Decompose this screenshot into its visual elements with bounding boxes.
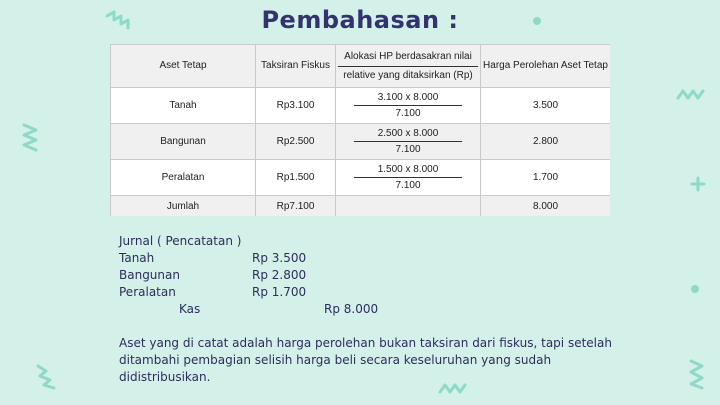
cell-fiscal: Rp1.500 [256,160,336,196]
plus-decoration-right [690,176,706,192]
journal-account: Kas [179,302,201,316]
fixed-asset-table [110,44,610,216]
slide-title: Pembahasan : [261,6,459,34]
cell-cost: 1.700 [481,160,611,196]
dot-decoration-right [690,284,700,294]
allocation-numerator: 2.500 x 8.000 [354,128,462,143]
header-acquisition-cost: Harga Perolehan Aset Tetap [481,45,611,88]
allocation-denominator: 7.100 [395,108,421,119]
squiggle-decoration-bottom-right [686,358,708,390]
cell-fiscal: Rp2.500 [256,124,336,160]
cell-cost: 2.800 [481,124,611,160]
table-total-row [111,196,611,217]
squiggle-decoration-left [18,122,42,152]
cell-allocation [336,88,481,124]
explanation-text: Aset yang di catat adalah harga perolehan bukan taksiran dari fiskus, tapi setelah ditambahi pembagian selisih harga beli secara keseluruhan yang sudah didistribusikan. [119,336,612,384]
table-row [111,124,611,160]
header-fiscal-estimate: Taksiran Fiskus [256,45,336,88]
header-asset: Aset Tetap [111,45,256,88]
table-row [111,160,611,196]
cell-asset: Bangunan [111,124,256,160]
squiggle-decoration-bottom-left [34,362,60,390]
journal-account: Peralatan [119,285,176,299]
cell-total-label: Jumlah [111,196,256,217]
cell-total-cost: 8.000 [481,196,611,217]
journal-credit: Rp 8.000 [324,302,379,316]
header-allocation-line1: Alokasi HP berdasakran nilai [338,51,478,67]
cell-asset: Tanah [111,88,256,124]
journal-account: Tanah [119,251,155,265]
table-header-row [111,45,611,88]
table-row [111,88,611,124]
cell-fiscal: Rp3.100 [256,88,336,124]
squiggle-decoration-right [676,88,706,102]
header-allocation [336,45,481,88]
cell-cost: 3.500 [481,88,611,124]
journal-debit: Rp 2.800 [252,268,307,282]
cell-asset: Peralatan [111,160,256,196]
journal-account: Bangunan [119,268,180,282]
allocation-denominator: 7.100 [395,144,421,155]
allocation-numerator: 1.500 x 8.000 [354,164,462,179]
journal-debit: Rp 1.700 [252,285,307,299]
allocation-numerator: 3.100 x 8.000 [354,92,462,107]
cell-total-allocation [336,196,481,217]
cell-allocation [336,160,481,196]
journal-debit: Rp 3.500 [252,251,307,265]
cell-allocation [336,124,481,160]
cell-total-fiscal: Rp7.100 [256,196,336,217]
allocation-denominator: 7.100 [395,180,421,191]
header-allocation-line2: relative yang ditaksirkan (Rp) [343,69,473,81]
